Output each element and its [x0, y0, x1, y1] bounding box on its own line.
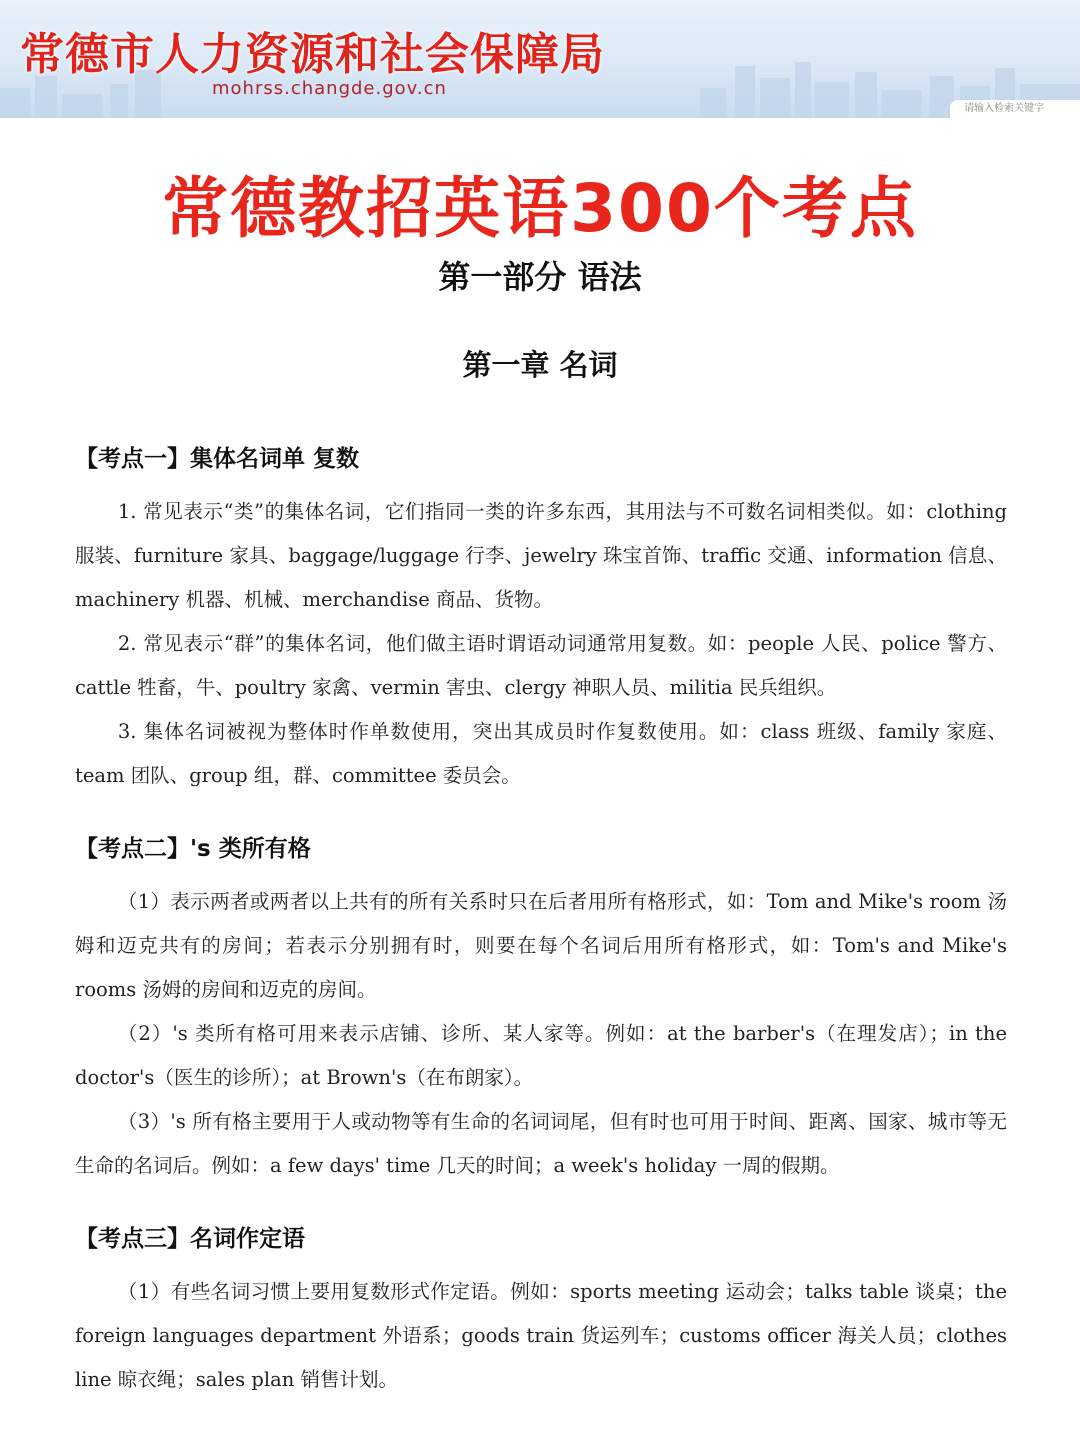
paragraph: （3）'s 所有格主要用于人或动物等有生命的名词词尾，但有时也可用于时间、距离、国家、城市等无生命的名词后。例如：a few days' time 几天的时间；a week's holiday 一周的假期。	[75, 1110, 1007, 1177]
site-title[interactable]: 常德市人力资源和社会保障局	[20, 29, 605, 80]
section-heading-1: 【考点一】集体名词单 复数	[75, 446, 360, 472]
site-url[interactable]: mohrss.changde.gov.cn	[212, 78, 447, 99]
site-banner	[0, 0, 1080, 118]
section-heading-2: 【考点二】's 类所有格	[75, 836, 311, 862]
search-input[interactable]: 请输入检索关键字	[950, 100, 1080, 118]
document-title: 常德教招英语300个考点	[162, 170, 918, 247]
paragraph: （1）表示两者或两者以上共有的所有关系时只在后者用所有格形式，如：Tom and Mike's room 汤姆和迈克共有的房间；若表示分别拥有时，则要在每个名词后用所有格形式，如：Tom's and Mike's rooms 汤姆的房间和迈克的房间。	[75, 890, 1007, 1001]
part-title: 第一部分 语法	[438, 258, 642, 296]
paragraph: （1）有些名词习惯上要用复数形式作定语。例如：sports meeting 运动会；talks table 谈桌；the foreign languages department 外语系；goods train 货运列车；customs officer 海关人员；clothes line 晾衣绳；sales plan 销售计划。	[75, 1280, 1007, 1391]
section-heading-3: 【考点三】名词作定语	[75, 1226, 305, 1252]
chapter-title: 第一章 名词	[462, 348, 618, 382]
paragraph: 2. 常见表示“群”的集体名词，他们做主语时谓语动词通常用复数。如：people 人民、police 警方、cattle 牲畜，牛、poultry 家禽、vermin 害虫、clergy 神职人员、militia 民兵组织。	[75, 632, 1007, 699]
paragraph: （2）'s 类所有格可用来表示店铺、诊所、某人家等。例如：at the barber's（在理发店）；in the doctor's（医生的诊所）；at Brown's（在布朗家）。	[75, 1022, 1007, 1089]
paragraph: 1. 常见表示“类”的集体名词，它们指同一类的许多东西，其用法与不可数名词相类似。如：clothing 服装、furniture 家具、baggage/luggage 行李、jewelry 珠宝首饰、traffic 交通、information 信息、machinery 机器、机械、merchandise 商品、货物。	[75, 500, 1007, 611]
paragraph: 3. 集体名词被视为整体时作单数使用，突出其成员时作复数使用。如：class 班级、family 家庭、team 团队、group 组，群、committee 委员会。	[75, 720, 1007, 787]
